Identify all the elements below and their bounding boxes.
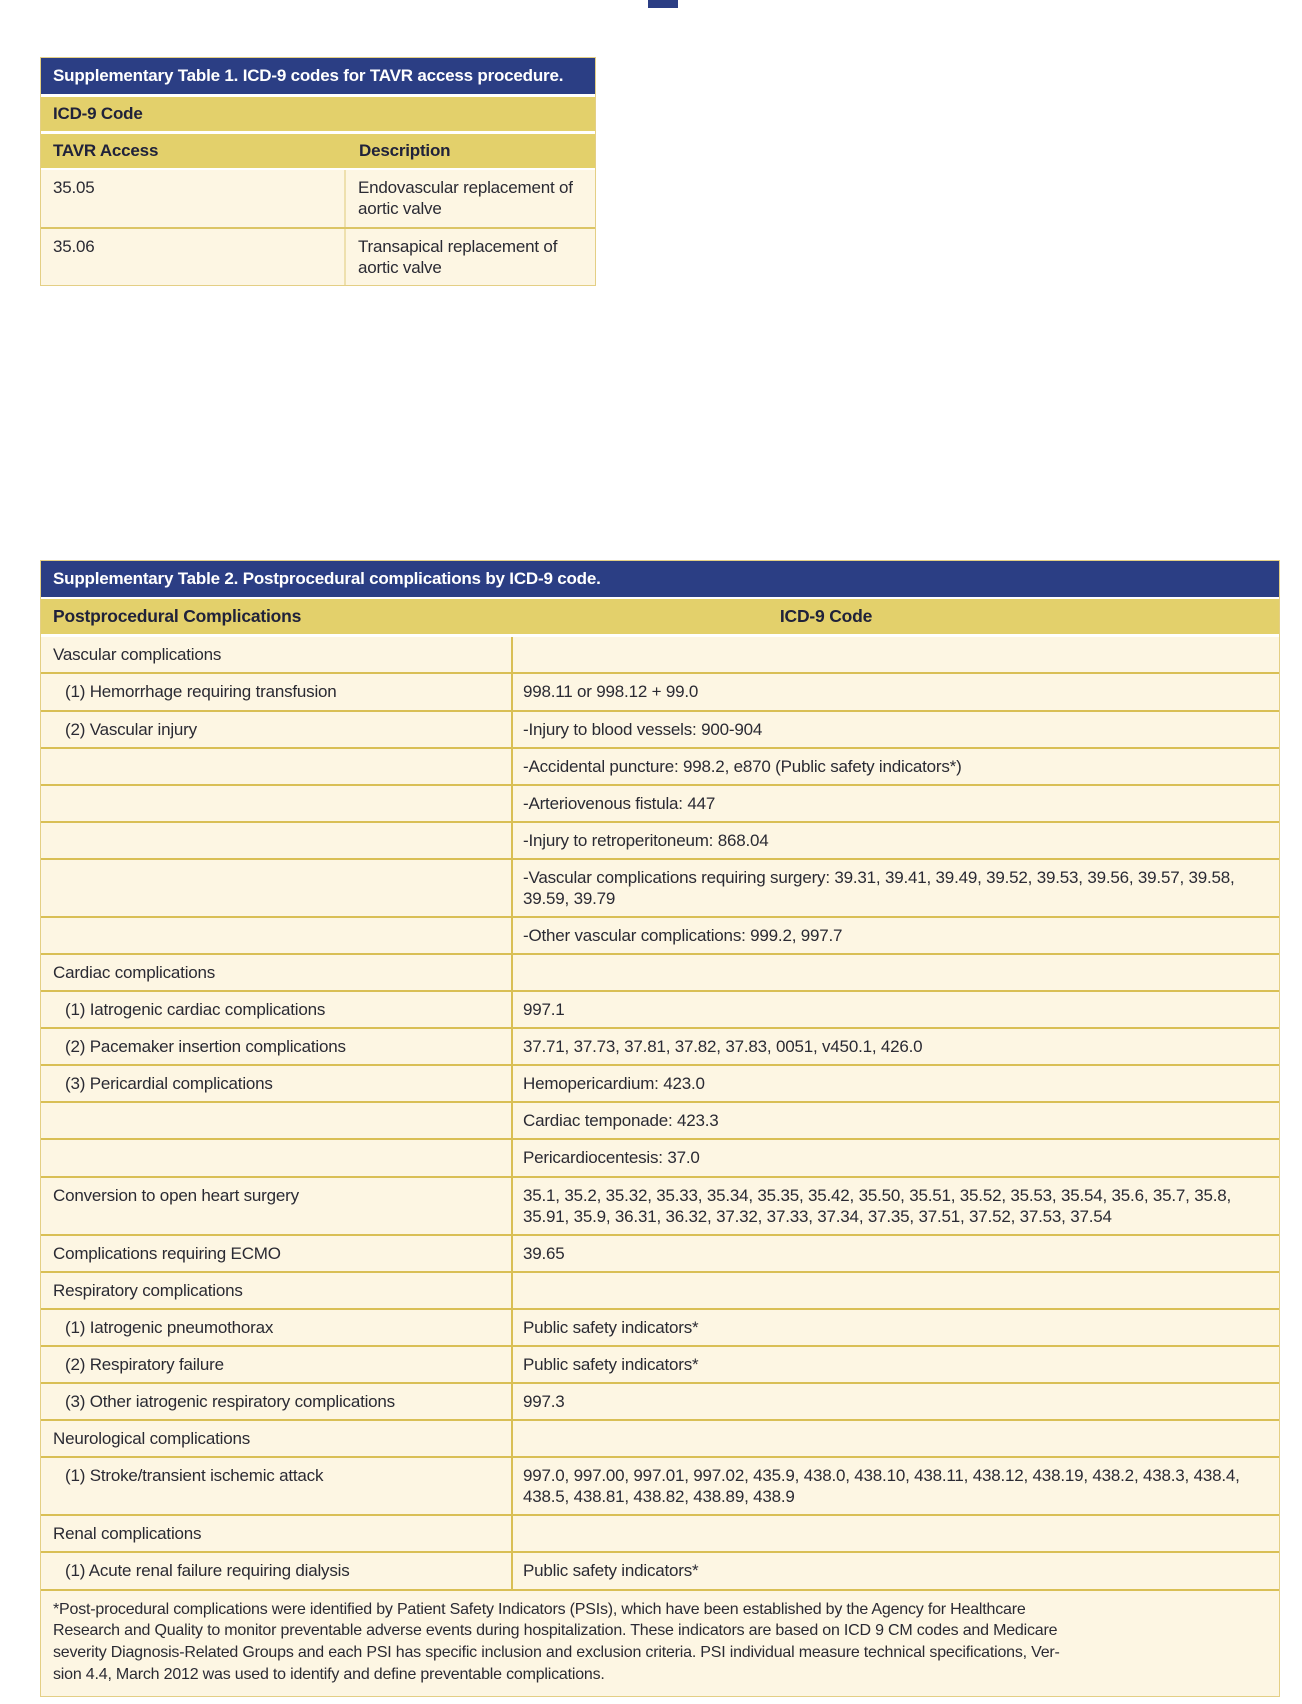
footnote-line: *Post-procedural complications were identified by Patient Safety Indicators (PSIs), which have been established by the Agency for Healthcare <box>53 1600 1026 1618</box>
table2-complication-cell <box>41 1103 513 1138</box>
table2-complication-cell: (1) Hemorrhage requiring transfusion <box>41 674 513 709</box>
table2-complication-cell: (2) Pacemaker insertion complications <box>41 1029 513 1064</box>
table2-icd9-cell: -Arteriovenous fistula: 447 <box>523 793 716 813</box>
table2-complication-cell <box>41 918 513 953</box>
table-row <box>41 1064 1279 1101</box>
table2-icd9-cell: 37.71, 37.73, 37.81, 37.82, 37.83, 0051, v450.1, 426.0 <box>523 1037 923 1057</box>
table2-icd9-cell: 39.65 <box>523 1243 565 1263</box>
table-row <box>41 1176 1279 1234</box>
footnote-line: sion 4.4, March 2012 was used to identify and define preventable complications. <box>53 1665 605 1683</box>
table1-col-header-tavr-access: TAVR Access <box>53 141 159 161</box>
table2-icd9-cell: Public safety indicators* <box>523 1561 699 1581</box>
footnote-line: severity Diagnosis-Related Groups and each PSI has specific inclusion and exclusion criteria. PSI individual measure technical specifications, Ver- <box>53 1644 1060 1661</box>
table2-complication-cell: (1) Iatrogenic cardiac complications <box>41 992 513 1027</box>
table-row <box>41 1456 1279 1514</box>
table2-icd9-cell <box>513 955 1279 990</box>
table2-col-header-icd9: ICD-9 Code <box>779 606 873 627</box>
table2-complication-cell: (1) Stroke/transient ischemic attack <box>41 1458 513 1514</box>
table-row <box>41 784 1279 821</box>
table-row <box>41 916 1279 953</box>
table2-complication-cell: Complications requiring ECMO <box>41 1236 513 1271</box>
table-row <box>41 634 1279 672</box>
table2-icd9-cell: 998.11 or 998.12 + 99.0 <box>523 682 699 702</box>
table2-body <box>41 634 1279 1588</box>
table2-complication-cell <box>41 860 513 916</box>
table1-col-header-description: Description <box>359 141 451 161</box>
table2-column-headers <box>41 597 1279 634</box>
table2-complication-cell <box>41 749 513 784</box>
table2-complication-cell: (2) Respiratory failure <box>41 1347 513 1382</box>
table2-icd9-cell: -Other vascular complications: 999.2, 997.7 <box>523 926 843 946</box>
table2-complication-cell <box>41 786 513 821</box>
table2-icd9-cell: 997.0, 997.00, 997.01, 997.02, 435.9, 438.0, 438.10, 438.11, 438.12, 438.19, 438.2, 438.3, 438.4, 438.5, 438.81, 438.82, 438.89, 438.9 <box>523 1466 1240 1507</box>
table2-complication-cell: (1) Iatrogenic pneumothorax <box>41 1310 513 1345</box>
table2-complication-cell <box>41 1140 513 1175</box>
table-row <box>41 821 1279 858</box>
table-row <box>41 1514 1279 1551</box>
table2-complication-cell: Conversion to open heart surgery <box>41 1178 513 1234</box>
table2-icd9-cell <box>513 637 1279 672</box>
table2-icd9-cell: Cardiac temponade: 423.3 <box>523 1111 719 1131</box>
table-row <box>41 227 595 285</box>
table2-icd9-cell: 997.3 <box>523 1392 565 1412</box>
page-edge-fragment <box>648 0 678 8</box>
table2-icd9-cell: 35.1, 35.2, 35.32, 35.33, 35.34, 35.35, 35.42, 35.50, 35.51, 35.52, 35.53, 35.54, 35.6, 35.7, 35.8, 35.91, 35.9, 36.31, 36.32, 37.32, 37.33, 37.34, 37.35, 37.51, 37.52, 37.53, 37.54 <box>523 1185 1232 1226</box>
table-row <box>41 1345 1279 1382</box>
table-row <box>41 1551 1279 1588</box>
table2-complication-cell: (3) Pericardial complications <box>41 1066 513 1101</box>
table1-body <box>41 168 595 284</box>
table2-icd9-cell: -Accidental puncture: 998.2, e870 (Public safety indicators*) <box>523 756 962 776</box>
table-row <box>41 1419 1279 1456</box>
table2-complication-cell: (1) Acute renal failure requiring dialysis <box>41 1553 513 1588</box>
table2-complication-cell: Cardiac complications <box>41 955 513 990</box>
table1-title: Supplementary Table 1. ICD-9 codes for TAVR access procedure. <box>41 58 595 94</box>
table2-icd9-cell: Hemopericardium: 423.0 <box>523 1074 705 1094</box>
supplementary-table-1 <box>40 57 596 286</box>
table-row <box>41 953 1279 990</box>
table-row <box>41 990 1279 1027</box>
table-row <box>41 1234 1279 1271</box>
table2-icd9-cell: Pericardiocentesis: 37.0 <box>523 1148 700 1168</box>
table2-icd9-cell: Public safety indicators* <box>523 1354 699 1374</box>
table2-title: Supplementary Table 2. Postprocedural complications by ICD-9 code. <box>41 561 1279 597</box>
table-row <box>41 747 1279 784</box>
table1-description-cell: Endovascular replacement of aortic valve <box>358 178 573 219</box>
table2-footnote <box>41 1589 1279 1696</box>
table-row <box>41 1101 1279 1138</box>
table2-icd9-cell: -Injury to blood vessels: 900-904 <box>523 719 763 739</box>
table-row <box>41 1382 1279 1419</box>
table1-code-cell: 35.06 <box>41 229 346 285</box>
table-row <box>41 858 1279 916</box>
table-row <box>41 1271 1279 1308</box>
table2-icd9-cell <box>513 1516 1279 1551</box>
table2-complication-cell: (3) Other iatrogenic respiratory complications <box>41 1384 513 1419</box>
table-row <box>41 672 1279 709</box>
table1-group-header: ICD-9 Code <box>41 94 595 131</box>
table2-complication-cell <box>41 823 513 858</box>
table1-code-cell: 35.05 <box>41 170 346 226</box>
table2-complication-cell: Neurological complications <box>41 1421 513 1456</box>
table-row <box>41 1138 1279 1175</box>
table1-description-cell: Transapical replacement of aortic valve <box>358 236 558 277</box>
table2-icd9-cell <box>513 1421 1279 1456</box>
table2-icd9-cell: -Vascular complications requiring surgery: 39.31, 39.41, 39.49, 39.52, 39.53, 39.56, 39.57, 39.58, 39.59, 39.79 <box>523 867 1235 908</box>
table-row <box>41 1308 1279 1345</box>
table-row <box>41 1027 1279 1064</box>
table2-icd9-cell: -Injury to retroperitoneum: 868.04 <box>523 830 769 850</box>
supplementary-table-2 <box>40 560 1280 1697</box>
table2-complication-cell: Respiratory complications <box>41 1273 513 1308</box>
table-row <box>41 710 1279 747</box>
table2-col-header-complications: Postprocedural Complications <box>53 606 302 627</box>
table2-icd9-cell <box>513 1273 1279 1308</box>
table2-icd9-cell: 997.1 <box>523 1000 565 1020</box>
footnote-line: Research and Quality to monitor preventable adverse events during hospitalization. These indicators are based on ICD 9 CM codes and Medicare <box>53 1622 1058 1640</box>
table2-complication-cell: (2) Vascular injury <box>41 712 513 747</box>
table2-complication-cell: Vascular complications <box>41 637 513 672</box>
table-row <box>41 168 595 226</box>
table2-complication-cell: Renal complications <box>41 1516 513 1551</box>
table1-column-headers <box>41 131 595 168</box>
table2-icd9-cell: Public safety indicators* <box>523 1317 699 1337</box>
